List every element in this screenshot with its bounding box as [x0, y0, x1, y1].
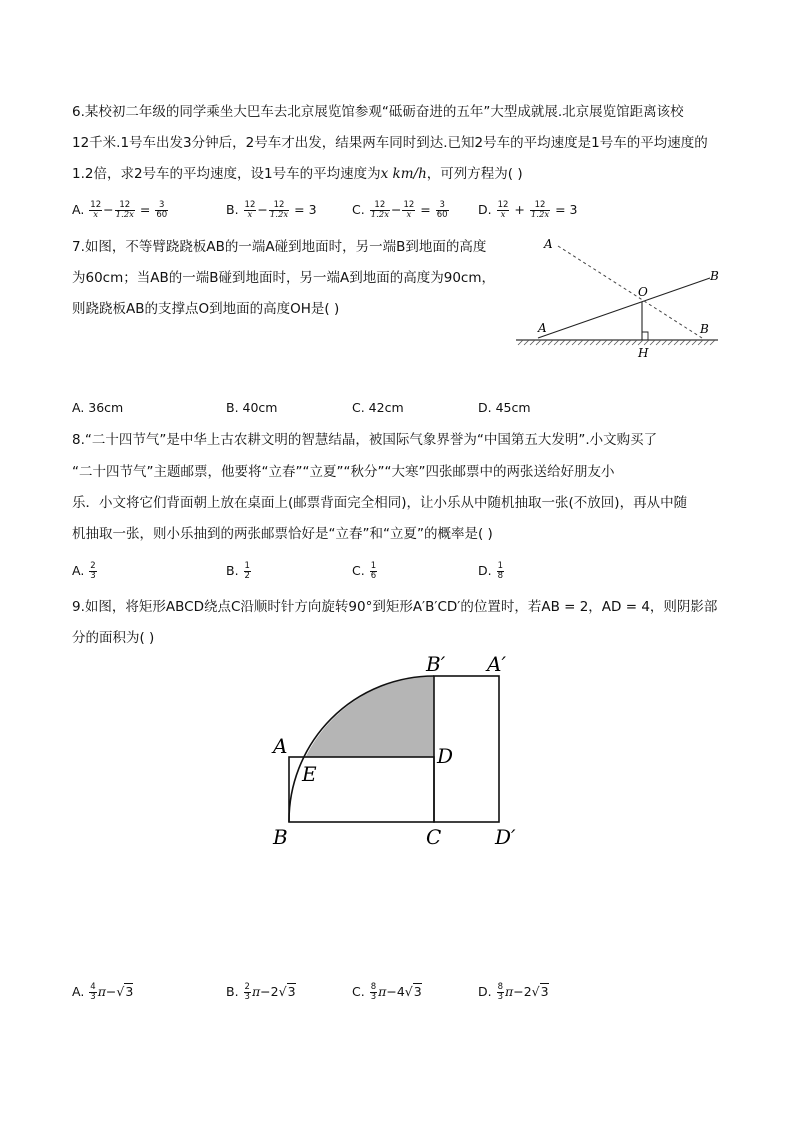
num: 3	[436, 201, 449, 211]
minus: −	[105, 984, 117, 999]
option-label: C.	[352, 984, 369, 999]
q6-option-b[interactable]	[226, 200, 317, 220]
den: 1.2x	[530, 210, 550, 220]
num: 12	[269, 201, 289, 211]
seesaw-board-dashed	[558, 246, 702, 338]
radicand: 3	[287, 984, 296, 999]
den: 3	[497, 992, 503, 1002]
den: 1.2x	[269, 210, 289, 220]
radicand: 3	[125, 984, 134, 999]
option-label: D.	[478, 202, 496, 217]
shaded-region	[306, 676, 434, 757]
den: 60	[156, 210, 168, 220]
den: 1.2x	[370, 210, 389, 220]
minus: −	[386, 984, 397, 999]
radicand: 3	[540, 984, 549, 999]
rhs: = 3	[551, 202, 578, 217]
label-b-top: B	[710, 269, 719, 283]
q7-line-3: 则跷跷板AB的支撑点O到地面的高度OH是( )	[72, 301, 340, 317]
op: −	[103, 202, 114, 217]
label-b-prime: B′	[426, 652, 446, 676]
den: 60	[436, 210, 448, 220]
q8-line-4: 机抽取一张，则小乐抽到的两张邮票恰好是“立春”和“立夏”的概率是( )	[72, 526, 493, 542]
option-label: A.	[72, 563, 89, 578]
q6-line-3-pre: 1.2倍，求2号车的平均速度，设1号车的平均速度为	[72, 166, 381, 182]
option-label: A.	[72, 202, 89, 217]
num: 3	[155, 201, 168, 211]
den: 3	[370, 992, 377, 1002]
label-a-top: A	[544, 237, 553, 251]
pi: π	[505, 984, 514, 999]
option-label: C.	[352, 202, 369, 217]
q7-option-c[interactable]: C. 42cm	[352, 400, 404, 415]
den: x	[500, 210, 506, 220]
num: 12	[497, 200, 509, 210]
q6-var: x km/h	[380, 166, 427, 182]
q7-line-1: 7.如图，不等臂跷跷板AB的一端A碰到地面时，另一端B到地面的高度	[72, 239, 487, 255]
label-a-bottom: A	[538, 321, 547, 335]
q8-line-2: “二十四节气”主题邮票，他要将“立春”“立夏”“秋分”“大寒”四张邮票中的两张送给好朋友小	[72, 464, 615, 480]
num: 12	[370, 201, 390, 211]
option-label: B.	[226, 563, 243, 578]
num: 2	[90, 561, 96, 571]
seesaw-board-solid	[538, 278, 710, 338]
q6-option-c[interactable]	[352, 200, 450, 220]
q7-option-a[interactable]: A. 36cm	[72, 400, 124, 415]
den: x	[406, 210, 412, 220]
coef: 4	[396, 984, 405, 999]
q8-line-1: 8.“二十四节气”是中华上古农耕文明的智慧结晶，被国际气象界誉为“中国第五大发明”.小文购买了	[72, 432, 658, 448]
option-label: C.	[352, 563, 369, 578]
num: 12	[115, 201, 135, 211]
coef: 2	[523, 984, 532, 999]
ground-hatching	[518, 340, 715, 345]
q7-line-2: 为60cm；当AB的一端B碰到地面时，另一端A到地面的高度为90cm，	[72, 270, 495, 286]
minus: −	[513, 984, 524, 999]
option-label: D.	[478, 984, 496, 999]
den: 6	[370, 571, 377, 581]
num: 2	[244, 982, 250, 992]
q6-line-3-post: ，可列方程为( )	[426, 166, 523, 182]
rhs: = 3	[290, 202, 317, 217]
q6-option-a[interactable]	[72, 200, 169, 220]
q8-option-b[interactable]	[226, 561, 252, 581]
q8-line-3: 乐．小文将它们背面朝上放在桌面上(邮票背面完全相同)，让小乐从中随机抽取一张(不放回)，再从中随	[72, 495, 688, 511]
q6-line-2: 12千米.1号车出发3分钟后，2号车才出发，结果两车同时到达.已知2号车的平均速度是1号车的平均速度的	[72, 135, 708, 151]
option-label: D.	[478, 563, 496, 578]
den: 1.2x	[115, 210, 134, 220]
op: −	[391, 202, 402, 217]
num: 1	[497, 561, 503, 571]
option-label: B.	[226, 202, 243, 217]
q9-line-1: 9.如图，将矩形ABCD绕点C沿顺时针方向旋转90°到矩形A′B′CD′的位置时，若AB = 2，AD = 4，则阴影部	[72, 599, 718, 615]
den: 3	[90, 992, 96, 1002]
eq: =	[416, 202, 435, 217]
den: 8	[497, 571, 503, 581]
den: x	[93, 210, 99, 220]
pi: π	[378, 984, 387, 999]
q9-option-d[interactable]: D. $\frac{8}{3}$ π−2√3	[478, 982, 549, 1002]
op: −	[257, 202, 268, 217]
label-a-prime: A′	[487, 652, 506, 676]
label-e: E	[302, 762, 317, 786]
radicand: 3	[413, 984, 422, 999]
q9-option-b[interactable]: B. $\frac{2}{3}$ π−2√3	[226, 982, 296, 1002]
q7-option-b[interactable]: B. 40cm	[226, 400, 278, 415]
num: 12	[403, 200, 415, 210]
eq: =	[135, 202, 155, 217]
pi: π	[97, 984, 106, 999]
label-d-prime: D′	[495, 825, 516, 849]
num: 12	[244, 200, 256, 210]
num: 4	[90, 982, 96, 992]
label-d: D	[437, 744, 454, 768]
num: 8	[370, 982, 377, 992]
coef: 2	[270, 984, 279, 999]
den: 2	[244, 571, 250, 581]
label-b: B	[273, 825, 288, 849]
right-angle-mark	[642, 332, 648, 340]
minus: −	[260, 984, 271, 999]
num: 1	[370, 561, 377, 571]
num: 8	[497, 982, 503, 992]
pi: π	[251, 984, 261, 999]
label-h: H	[638, 346, 649, 360]
label-b-bottom: B	[700, 322, 709, 336]
q6-line-3	[72, 164, 523, 184]
q7-option-d[interactable]: D. 45cm	[478, 400, 531, 415]
rotated-rectangle-figure	[260, 645, 530, 860]
num: 1	[244, 561, 250, 571]
den: x	[247, 210, 253, 220]
label-c: C	[426, 825, 442, 849]
q9-option-c[interactable]: C. $\frac{8}{3}$ π−4√3	[352, 982, 422, 1002]
label-o: O	[638, 285, 648, 299]
q6-line-1: 6.某校初二年级的同学乘坐大巴车去北京展览馆参观“砥砺奋进的五年”大型成就展.北京展览馆距离该校	[72, 104, 684, 120]
label-a: A	[273, 734, 288, 758]
q8-option-d[interactable]	[478, 561, 505, 581]
den: 3	[244, 992, 250, 1002]
option-label: A.	[72, 984, 89, 999]
q9-option-a[interactable]: A. $\frac{4}{3}$ π−√3	[72, 982, 134, 1002]
seesaw-figure	[510, 232, 730, 362]
q9-line-2: 分的面积为( )	[72, 630, 155, 646]
option-label: B.	[226, 984, 243, 999]
q8-option-c[interactable]	[352, 561, 378, 581]
q8-option-a[interactable]	[72, 561, 98, 581]
den: 3	[90, 571, 96, 581]
op: +	[510, 202, 529, 217]
q6-option-d[interactable]	[478, 200, 578, 220]
num: 12	[90, 200, 102, 210]
num: 12	[530, 201, 550, 211]
